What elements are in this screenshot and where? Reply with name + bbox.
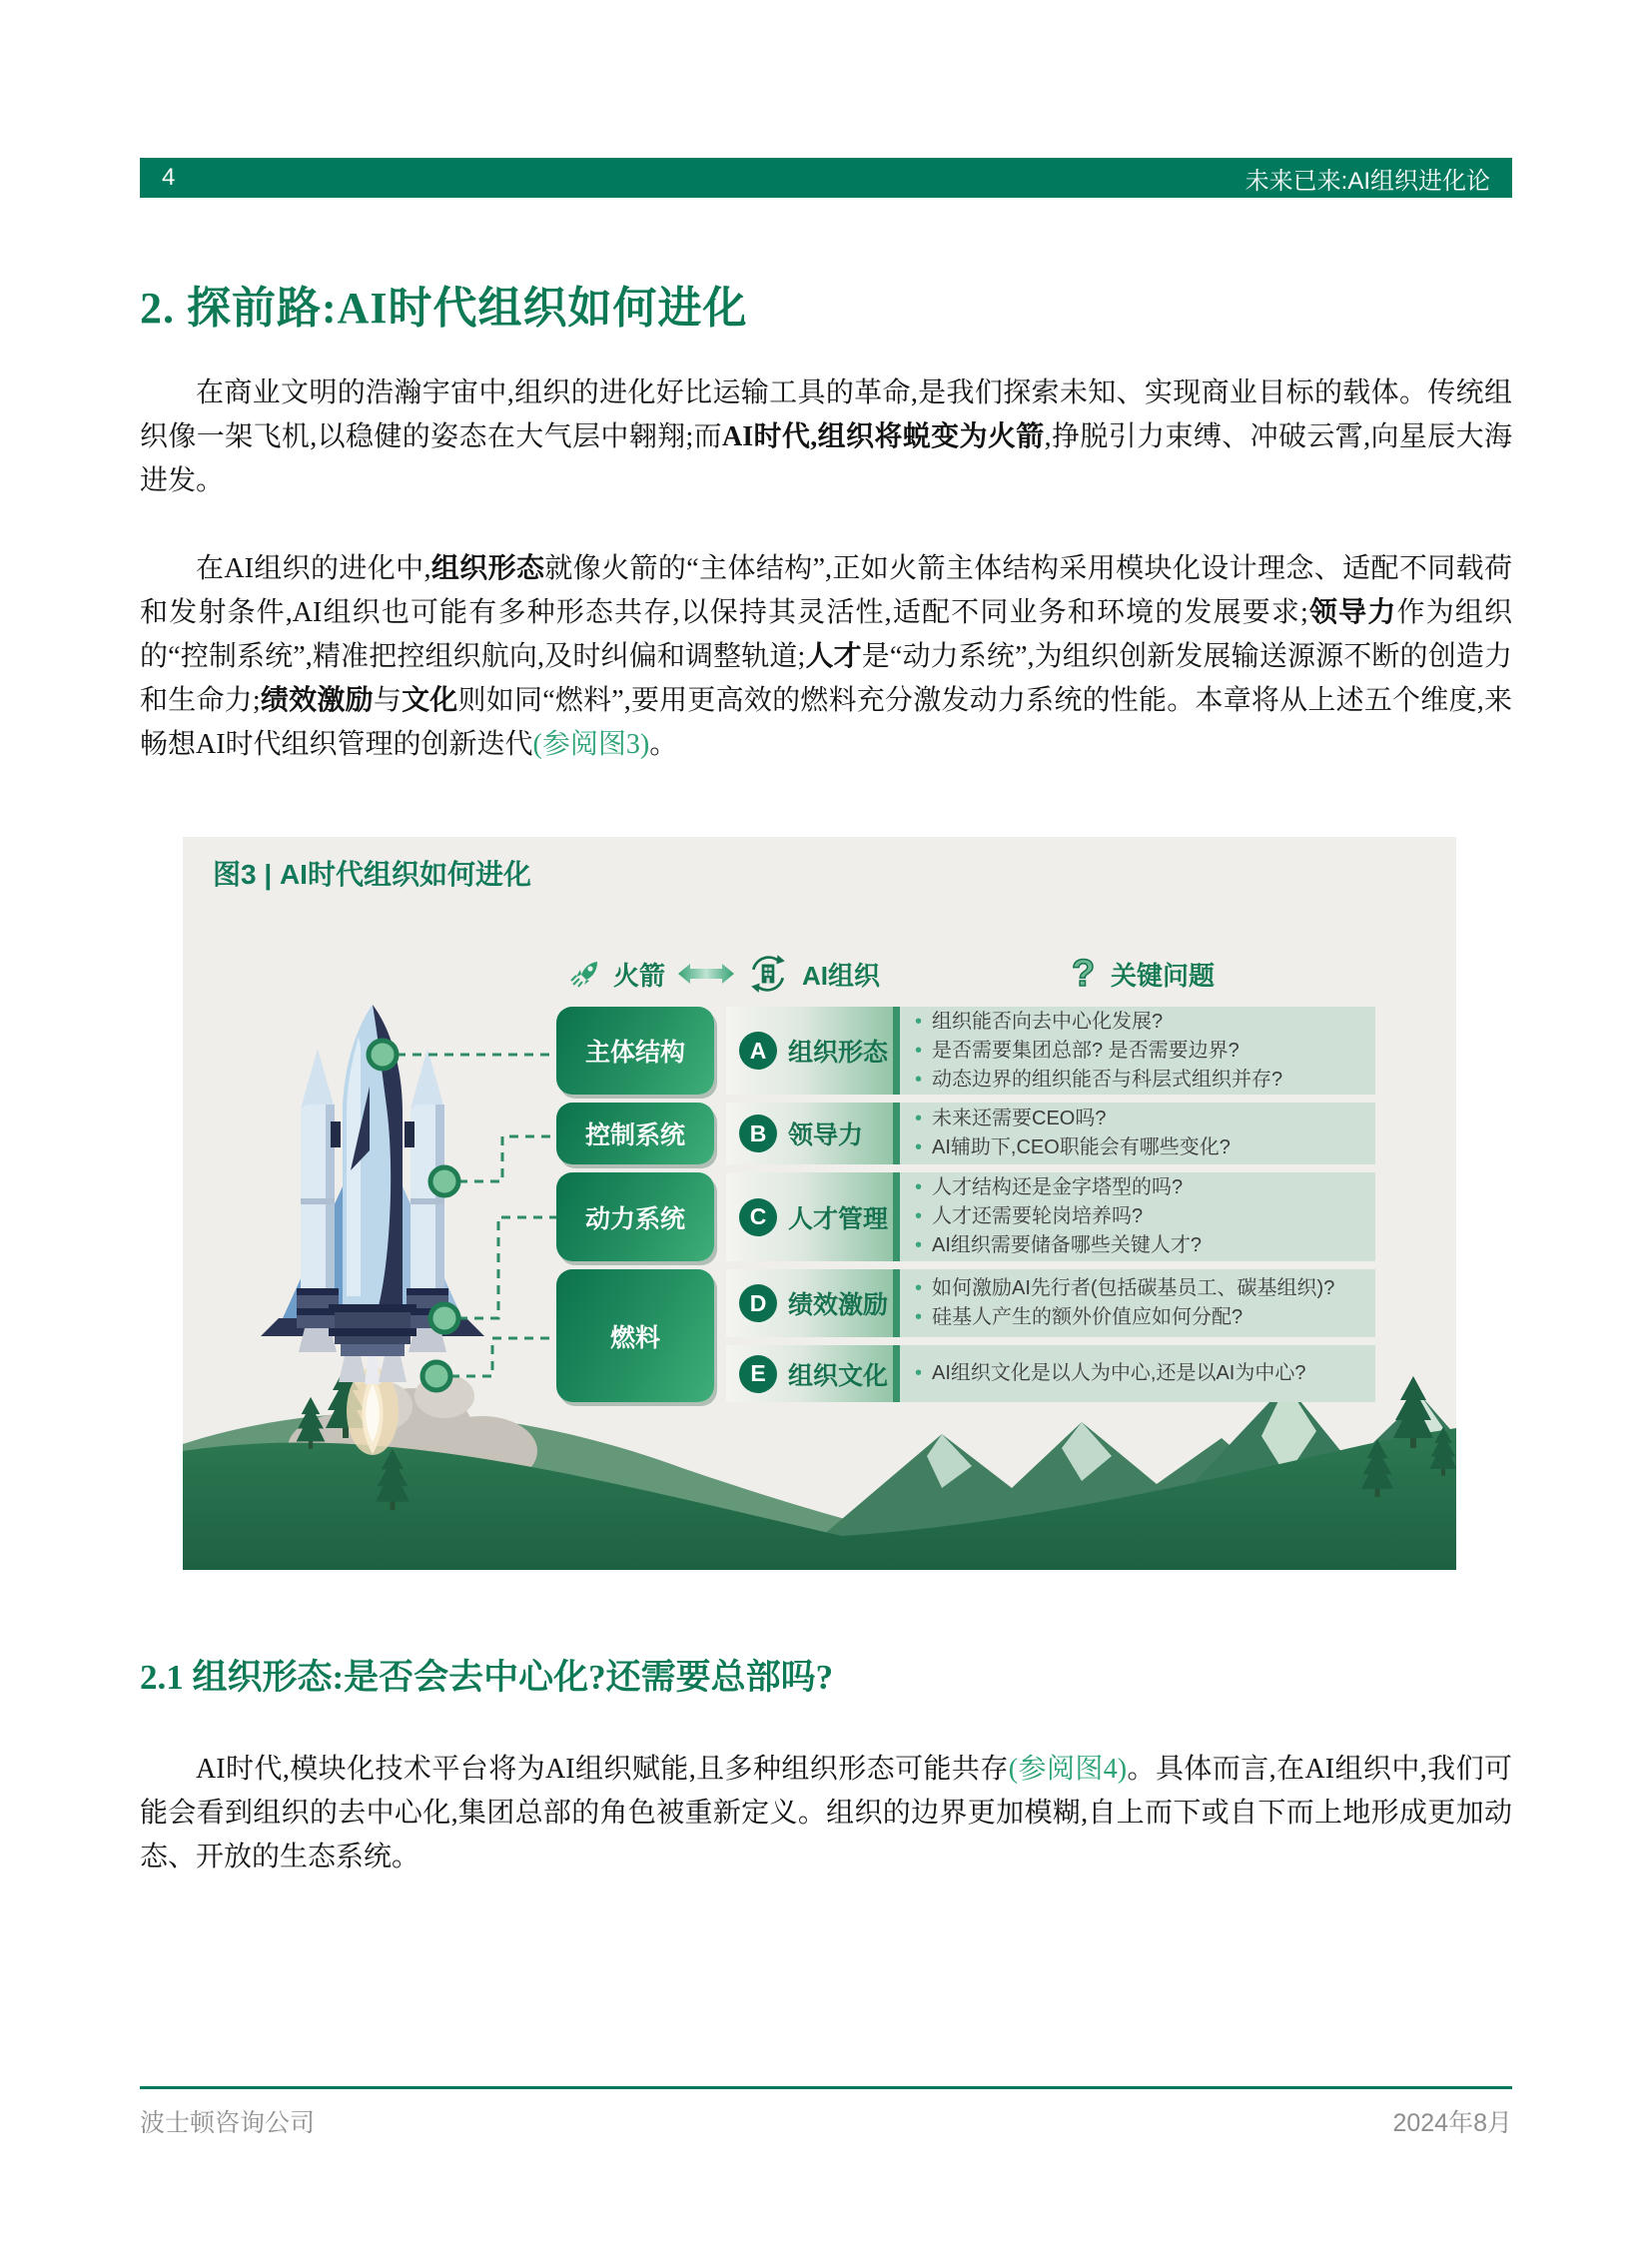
questions-cell-a	[900, 1007, 1375, 1095]
org-cycle-icon	[747, 953, 789, 995]
figure3-reference-link[interactable]: (参阅图3)	[532, 729, 650, 760]
question-item: • 未来还需要CEO吗?	[915, 1105, 1367, 1133]
text-run: 在商业文明的浩瀚宇宙中,组织的进化好比运输工具的革命,是我们探索未知、实现商业目标的载体。传统组织像一架飞机,以稳健的姿态在大气层中翱翔;而	[140, 377, 1512, 452]
part-pill-control-system: 控制系统	[556, 1103, 714, 1164]
legend-questions-label: 关键问题	[1111, 960, 1216, 991]
legend-rocket-label: 火箭	[613, 960, 666, 991]
aspect-label: 组织文化	[788, 1361, 889, 1390]
figure-title: 图3 | AI时代组织如何进化	[213, 859, 531, 890]
question-icon	[1070, 953, 1098, 995]
text-run: 作为组织的“控制系统”,精准把控组织航向,及时纠偏和调整轨道;	[140, 597, 1512, 672]
footer-company: 波士顿咨询公司	[140, 2109, 316, 2137]
aspect-cell-b	[726, 1103, 900, 1164]
text-run: 。具体而言,在AI组织中,我们可能会看到组织的去中心化,集团总部的角色被重新定义。组织的边界更加模糊,自上而下或自下而上地形成更加动态、开放的生态系统。	[140, 1754, 1513, 1872]
part-pill-power-system: 动力系统	[556, 1172, 714, 1261]
aspect-label: 人才管理	[788, 1204, 889, 1233]
paragraph-2	[140, 547, 1512, 767]
running-title: 未来已来:AI组织进化论	[1244, 167, 1490, 195]
questions-cell-d	[900, 1269, 1375, 1337]
part-pill-body-structure: 主体结构	[556, 1007, 714, 1095]
text-run: ,挣脱引力束缚、冲破云霄,向星辰大海进发。	[140, 421, 1512, 496]
legend-ai-org-label: AI组织	[802, 960, 881, 991]
text-run-bold: 文化	[402, 685, 458, 716]
subsection-heading: 2.1 组织形态:是否会去中心化?还需要总部吗?	[140, 1658, 834, 1697]
part-pill-fuel: 燃料	[556, 1269, 714, 1402]
legend-key-questions	[1070, 951, 1215, 997]
questions-cell-b	[900, 1103, 1375, 1164]
text-run: 就像火箭的“主体结构”,正如火箭主体结构采用模块化设计理念、适配不同载荷和发射条件,AI组织也可能有多种形态共存,以保持其灵活性,适配不同业务和环境的发展要求;	[140, 553, 1512, 628]
badge-d: D	[739, 1284, 777, 1322]
paragraph-3	[140, 1748, 1512, 1879]
aspect-label: 领导力	[788, 1121, 864, 1149]
rocket-icon	[570, 959, 600, 989]
questions-cell-e	[900, 1345, 1375, 1402]
text-run: 则如同“燃料”,要用更高效的燃料充分激发动力系统的性能。本章将从上述五个维度,来畅想AI时代组织管理的创新迭代	[140, 685, 1512, 760]
aspect-label: 绩效激励	[788, 1291, 889, 1319]
question-item: • AI组织文化是以人为中心,还是以AI为中心?	[915, 1359, 1367, 1388]
page-number: 4	[162, 164, 176, 191]
text-run-bold: 绩效激励	[260, 685, 374, 716]
badge-e: E	[739, 1355, 777, 1393]
text-run-bold: 领导力	[1307, 597, 1397, 628]
section-heading: 2. 探前路:AI时代组织如何进化	[140, 284, 748, 333]
text-run-bold: 人才	[805, 641, 862, 672]
badge-b: B	[739, 1115, 777, 1152]
text-run-bold: 组织形态	[430, 553, 545, 584]
question-item: • 动态边界的组织能否与科层式组织并存?	[915, 1066, 1367, 1095]
text-run-bold: AI时代,组织将蜕变为火箭	[722, 421, 1045, 452]
legend-rocket-vs-org	[570, 951, 880, 997]
svg-text:?: ?	[1072, 953, 1096, 995]
footer-rule	[140, 2086, 1512, 2089]
page-header-bar	[140, 158, 1512, 198]
footer-date: 2024年8月	[1392, 2109, 1512, 2137]
page-footer	[140, 2103, 1512, 2139]
questions-cell-c	[900, 1172, 1375, 1261]
aspect-cell-c	[726, 1172, 900, 1261]
question-item: • 是否需要集团总部? 是否需要边界?	[915, 1037, 1367, 1066]
question-item: • 如何激励AI先行者(包括碳基员工、碳基组织)?	[915, 1274, 1367, 1303]
aspect-cell-d	[726, 1269, 900, 1337]
aspect-cell-a	[726, 1007, 900, 1095]
text-run: 是“动力系统”,为组织创新发展输送源源不断的创造力和生命力;	[140, 641, 1512, 716]
badge-a: A	[739, 1032, 777, 1070]
text-run: 。	[649, 729, 678, 760]
text-run: 与	[373, 685, 403, 716]
aspect-cell-e	[726, 1345, 900, 1402]
figure3	[183, 837, 1456, 1570]
question-item: • 组织能否向去中心化发展?	[915, 1008, 1367, 1037]
figure4-reference-link[interactable]: (参阅图4)	[1008, 1754, 1128, 1785]
question-item: • 人才还需要轮岗培养吗?	[915, 1202, 1367, 1231]
question-item: • 硅基人产生的额外价值应如何分配?	[915, 1303, 1367, 1332]
swap-arrow-icon	[678, 961, 734, 987]
question-item: • 人才结构还是金字塔型的吗?	[915, 1173, 1367, 1202]
question-item: • AI辅助下,CEO职能会有哪些变化?	[915, 1133, 1367, 1162]
text-run: AI时代,模块化技术平台将为AI组织赋能,且多种组织形态可能共存	[196, 1754, 1009, 1785]
paragraph-1	[140, 372, 1512, 503]
badge-c: C	[739, 1198, 777, 1236]
aspect-label: 组织形态	[788, 1039, 889, 1067]
question-item: • AI组织需要储备哪些关键人才?	[915, 1231, 1367, 1260]
text-run: 在AI组织的进化中,	[196, 553, 431, 584]
